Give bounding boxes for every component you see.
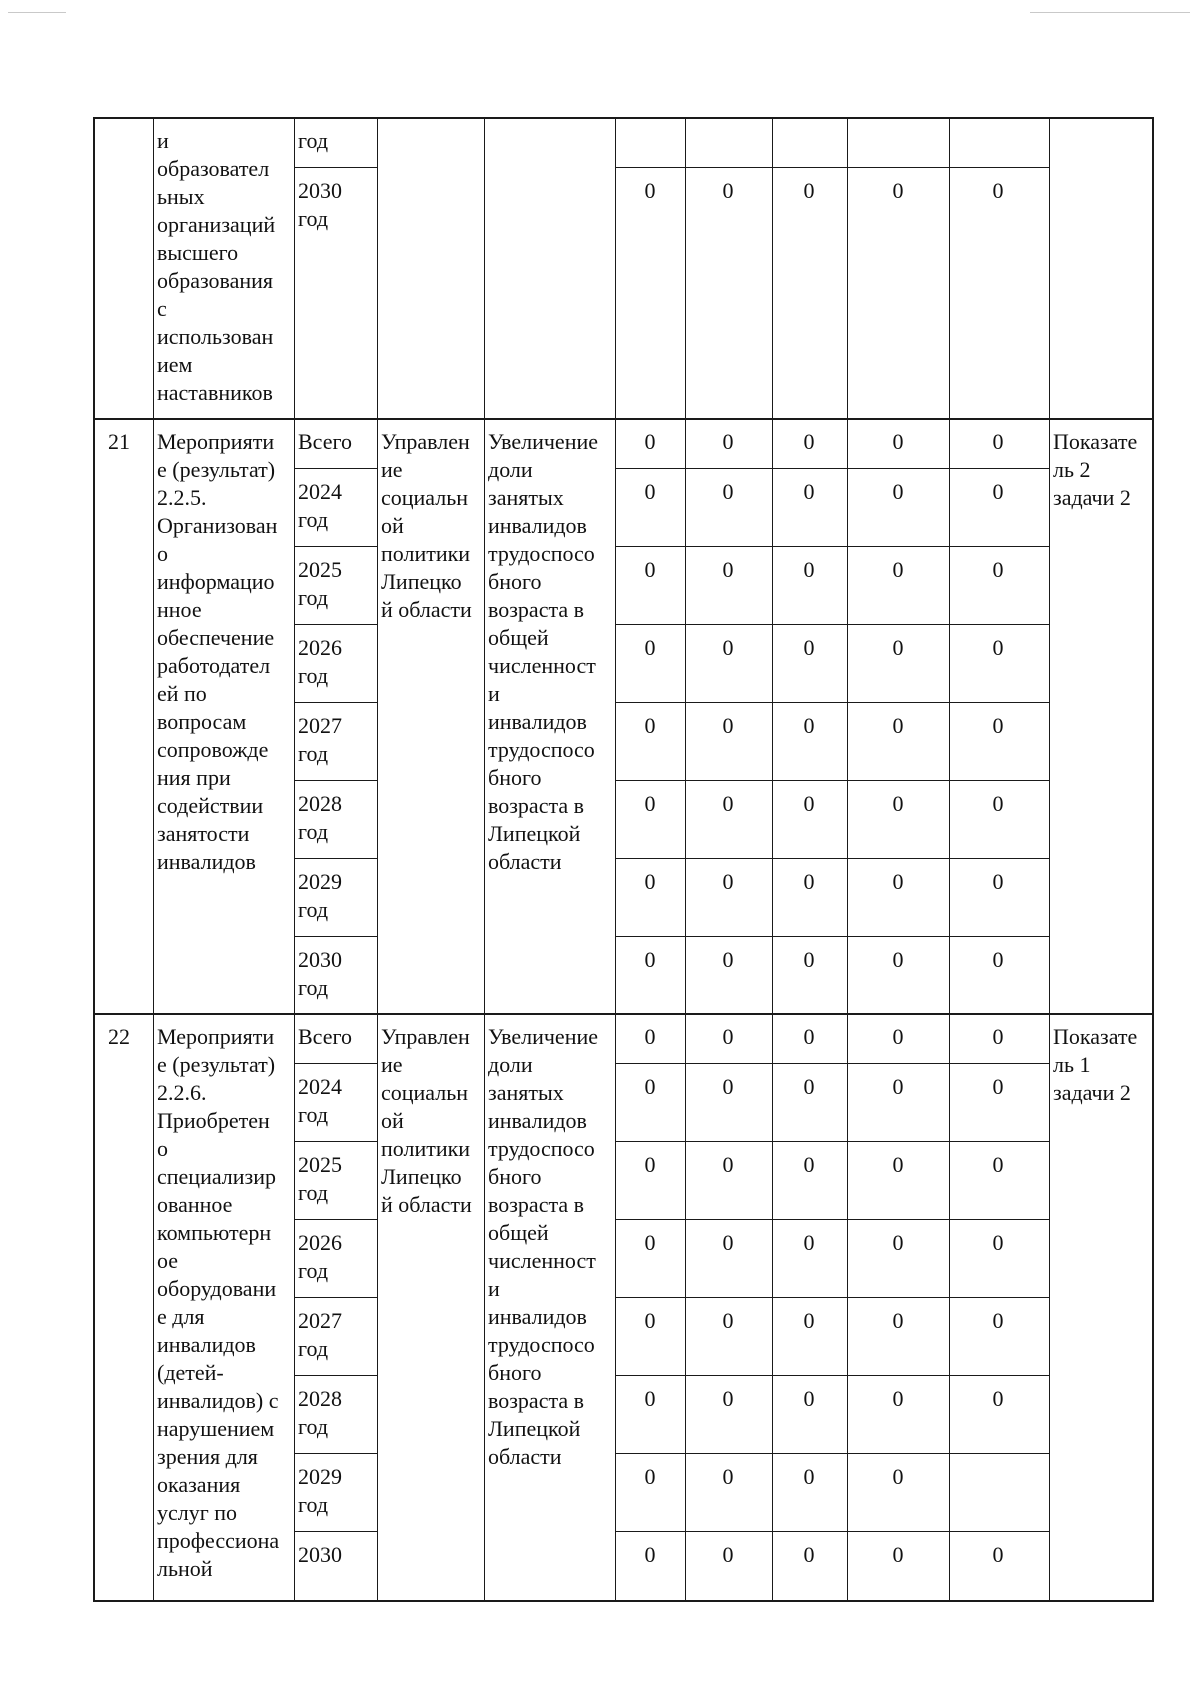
value-cell: 0 [992, 635, 1004, 660]
period-label: 2025 год [298, 1152, 342, 1205]
period-label: 2028 год [298, 791, 342, 844]
value-row-divider [615, 167, 1049, 168]
value-cell: 0 [803, 479, 815, 504]
period-row-divider [294, 1063, 377, 1064]
value-row-divider [615, 546, 1049, 547]
period-row-divider [294, 780, 377, 781]
value-cell: 0 [803, 1024, 815, 1049]
value-cell: 0 [803, 1542, 815, 1567]
value-cell: 0 [803, 557, 815, 582]
value-row-divider [615, 780, 1049, 781]
value-row-divider [615, 1063, 1049, 1064]
value-cell: 0 [722, 429, 734, 454]
period-row-divider [294, 1453, 377, 1454]
event-description: Мероприяти е (результат) 2.2.6. Приобретен о специализир ованное компьютерн ое оборудовани е для инвалидов (детей- инвалидов) с нарушением зрения для оказания услуг по профессиона льной [157, 1024, 280, 1581]
period-row-divider [294, 1141, 377, 1142]
value-cell: 0 [722, 635, 734, 660]
value-cell: 0 [892, 479, 904, 504]
value-cell: 0 [722, 1464, 734, 1489]
period-label: 2027 год [298, 713, 342, 766]
value-cell: 0 [892, 1308, 904, 1333]
period-label: 2030 [298, 1542, 342, 1567]
value-cell: 0 [722, 869, 734, 894]
value-cell: 0 [644, 635, 656, 660]
value-row-divider [615, 1453, 1049, 1454]
value-cell: 0 [803, 869, 815, 894]
row-border [93, 117, 1152, 119]
period-row-divider [294, 167, 377, 168]
value-row-divider [615, 1297, 1049, 1298]
period-row-divider [294, 1375, 377, 1376]
value-cell: 0 [892, 557, 904, 582]
value-cell: 0 [722, 1386, 734, 1411]
period-row-divider [294, 624, 377, 625]
value-cell: 0 [892, 1024, 904, 1049]
period-label: год [298, 128, 329, 153]
value-cell: 0 [892, 1074, 904, 1099]
value-cell: 0 [992, 1386, 1004, 1411]
value-cell: 0 [644, 1074, 656, 1099]
event-description: Мероприяти е (результат) 2.2.5. Организован о информацио нное обеспечение работодател ей по вопросам сопровожде ния при содействии занятости инвалидов [157, 429, 278, 874]
table-border-left [93, 117, 95, 1600]
column-divider [377, 117, 378, 1600]
value-cell: 0 [722, 1024, 734, 1049]
value-cell: 0 [644, 178, 656, 203]
value-cell: 0 [892, 1386, 904, 1411]
scan-artifact [1030, 12, 1190, 13]
value-cell: 0 [992, 713, 1004, 738]
indicator-cell: Показате ль 2 задачи 2 [1053, 429, 1138, 510]
row-border [93, 1013, 1152, 1015]
value-cell: 0 [803, 429, 815, 454]
value-cell: 0 [992, 557, 1004, 582]
value-cell: 0 [992, 1074, 1004, 1099]
value-cell: 0 [892, 1230, 904, 1255]
value-cell: 0 [992, 1152, 1004, 1177]
period-label: 2029 год [298, 869, 342, 922]
value-cell: 0 [722, 947, 734, 972]
period-label: 2024 год [298, 1074, 342, 1127]
period-label: 2030 год [298, 178, 342, 231]
value-cell: 0 [803, 1230, 815, 1255]
value-cell: 0 [644, 713, 656, 738]
value-cell: 0 [892, 713, 904, 738]
value-cell: 0 [992, 869, 1004, 894]
value-cell: 0 [803, 1464, 815, 1489]
value-cell: 0 [892, 947, 904, 972]
table-border-right [1152, 117, 1154, 1600]
period-label: 2026 год [298, 1230, 342, 1283]
value-cell: 0 [644, 557, 656, 582]
period-row-divider [294, 546, 377, 547]
value-cell: 0 [992, 479, 1004, 504]
period-label: Всего [298, 1024, 352, 1049]
value-cell: 0 [722, 1074, 734, 1099]
period-row-divider [294, 858, 377, 859]
value-cell: 0 [644, 479, 656, 504]
value-cell: 0 [992, 178, 1004, 203]
period-label: 2030 год [298, 947, 342, 1000]
value-cell: 0 [722, 1230, 734, 1255]
value-cell: 0 [992, 1542, 1004, 1567]
value-cell: 0 [803, 791, 815, 816]
value-cell: 0 [992, 429, 1004, 454]
value-cell: 0 [892, 869, 904, 894]
column-divider [1049, 117, 1050, 1600]
value-cell: 0 [644, 1024, 656, 1049]
value-row-divider [615, 468, 1049, 469]
value-cell: 0 [644, 947, 656, 972]
value-cell: 0 [722, 479, 734, 504]
value-cell: 0 [892, 1464, 904, 1489]
value-cell: 0 [892, 178, 904, 203]
value-cell: 0 [803, 947, 815, 972]
value-cell: 0 [803, 1386, 815, 1411]
period-label: 2025 год [298, 557, 342, 610]
column-divider [153, 117, 154, 1600]
value-cell: 0 [722, 557, 734, 582]
value-cell: 0 [644, 791, 656, 816]
period-row-divider [294, 1297, 377, 1298]
value-row-divider [615, 858, 1049, 859]
row-number: 22 [108, 1024, 130, 1049]
value-cell: 0 [644, 429, 656, 454]
column-divider [484, 117, 485, 1600]
value-cell: 0 [803, 635, 815, 660]
value-cell: 0 [644, 1308, 656, 1333]
value-cell: 0 [992, 1308, 1004, 1333]
value-row-divider [615, 1531, 1049, 1532]
value-cell: 0 [644, 1542, 656, 1567]
period-label: 2027 год [298, 1308, 342, 1361]
value-row-divider [615, 936, 1049, 937]
period-label: Всего [298, 429, 352, 454]
period-row-divider [294, 468, 377, 469]
value-cell: 0 [892, 1542, 904, 1567]
value-cell: 0 [892, 1152, 904, 1177]
value-cell: 0 [803, 1308, 815, 1333]
value-row-divider [615, 624, 1049, 625]
period-row-divider [294, 1531, 377, 1532]
value-cell: 0 [992, 947, 1004, 972]
value-cell: 0 [644, 1152, 656, 1177]
value-cell: 0 [722, 713, 734, 738]
period-label: 2024 год [298, 479, 342, 532]
value-row-divider [615, 1375, 1049, 1376]
value-cell: 0 [722, 1542, 734, 1567]
period-label: 2026 год [298, 635, 342, 688]
value-cell: 0 [992, 1024, 1004, 1049]
period-row-divider [294, 702, 377, 703]
value-cell: 0 [992, 1230, 1004, 1255]
value-cell: 0 [803, 1152, 815, 1177]
period-row-divider [294, 1219, 377, 1220]
period-row-divider [294, 936, 377, 937]
value-cell: 0 [992, 791, 1004, 816]
value-cell: 0 [722, 1152, 734, 1177]
event-description: и образовател ьных организаций высшего образования с использован ием наставников [157, 128, 276, 405]
executor-cell: Управлен ие социальн ой политики Липецко й области [381, 429, 472, 622]
value-cell: 0 [803, 713, 815, 738]
value-cell: 0 [644, 1386, 656, 1411]
value-cell: 0 [722, 1308, 734, 1333]
value-cell: 0 [722, 791, 734, 816]
table-border-bottom [93, 1600, 1154, 1602]
value-row-divider [615, 1219, 1049, 1220]
value-cell: 0 [644, 1464, 656, 1489]
period-label: 2028 год [298, 1386, 342, 1439]
value-cell: 0 [644, 1230, 656, 1255]
value-row-divider [615, 1141, 1049, 1142]
expected-result-cell: Увеличение доли занятых инвалидов трудоспосо бного возраста в общей численност и инвалидов трудоспосо бного возраста в Липецкой области [488, 1024, 599, 1469]
row-number: 21 [108, 429, 130, 454]
value-row-divider [615, 702, 1049, 703]
executor-cell: Управлен ие социальн ой политики Липецко й области [381, 1024, 472, 1217]
value-cell: 0 [892, 635, 904, 660]
row-border [93, 418, 1152, 420]
value-cell: 0 [803, 1074, 815, 1099]
value-cell: 0 [722, 178, 734, 203]
value-cell: 0 [892, 791, 904, 816]
expected-result-cell: Увеличение доли занятых инвалидов трудоспосо бного возраста в общей численност и инвалидов трудоспосо бного возраста в Липецкой области [488, 429, 599, 874]
value-cell: 0 [644, 869, 656, 894]
scan-artifact [8, 12, 66, 13]
indicator-cell: Показате ль 1 задачи 2 [1053, 1024, 1138, 1105]
value-cell: 0 [892, 429, 904, 454]
period-label: 2029 год [298, 1464, 342, 1517]
value-cell: 0 [803, 178, 815, 203]
